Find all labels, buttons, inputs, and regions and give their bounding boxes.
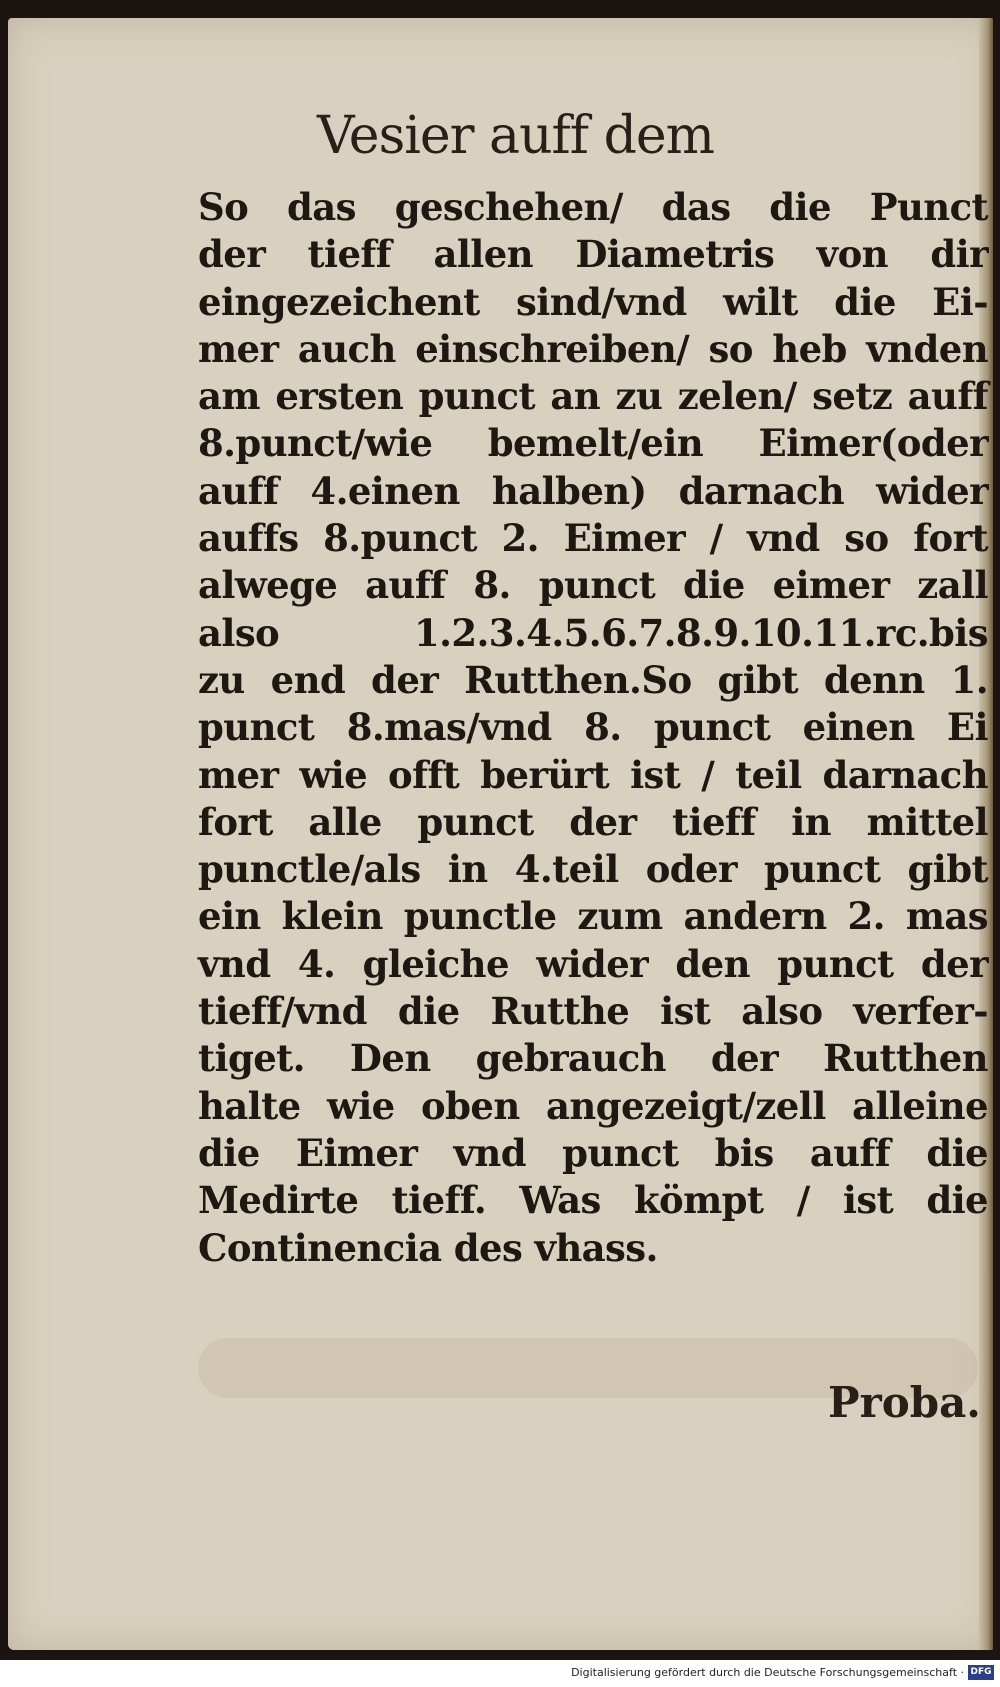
body-text <box>198 184 988 1272</box>
text-line: die Eimer vnd punct bis auff die <box>198 1130 988 1175</box>
dfg-logo: DFG <box>968 1665 994 1680</box>
text-line: auffs 8.punct 2. Eimer / vnd so fort <box>198 516 988 561</box>
text-line: 8.punct/wie bemelt/ein Eimer(oder <box>198 421 988 466</box>
text-line: tiget. Den gebrauch der Rutthen <box>198 1036 988 1081</box>
text-line: punctle/als in 4.teil oder punct gibt <box>198 847 988 892</box>
text-line: also 1.2.3.4.5.6.7.8.9.10.11.rc.bis <box>198 610 988 655</box>
text-line: punct 8.mas/vnd 8. punct einen Ei <box>198 705 988 750</box>
footer-credit: Digitalisierung gefördert durch die Deutsche Forschungsgemeinschaft · <box>571 1666 964 1679</box>
text-line: tieff/vnd die Rutthe ist also verfer‑ <box>198 989 988 1034</box>
text-line: vnd 4. gleiche wider den punct der <box>198 941 988 986</box>
text-line: ein klein punctle zum andern 2. mas <box>198 894 988 939</box>
text-line: am ersten punct an zu zelen/ setz auff <box>198 374 988 419</box>
text-line: fort alle punct der tieff in mittel <box>198 799 988 844</box>
digitization-footer <box>0 1660 1000 1687</box>
text-line: mer wie offt berürt ist / teil darnach <box>198 752 988 797</box>
book-page <box>8 18 993 1650</box>
text-line: halte wie oben angezeigt/zell alleine <box>198 1083 988 1128</box>
text-line: So das geschehen/ das die Punct <box>198 185 988 229</box>
text-line: eingezeichent sind/vnd wilt die Ei‑ <box>198 279 988 324</box>
text-line: der tieff allen Diametris von dir <box>198 232 988 277</box>
text-line: Medirte tieff. Was kömpt / ist die <box>198 1178 988 1223</box>
text-line: alwege auff 8. punct die eimer zall <box>198 563 988 608</box>
text-line: Continencia des vhass. <box>198 1225 658 1270</box>
running-head: Vesier auff dem <box>317 106 714 166</box>
text-line: mer auch einschreiben/ so heb vnden <box>198 326 988 371</box>
text-line: auff 4.einen halben) darnach wider <box>198 468 988 513</box>
catchword: Proba. <box>828 1378 981 1427</box>
text-line: zu end der Rutthen.So gibt denn 1. <box>198 657 988 702</box>
